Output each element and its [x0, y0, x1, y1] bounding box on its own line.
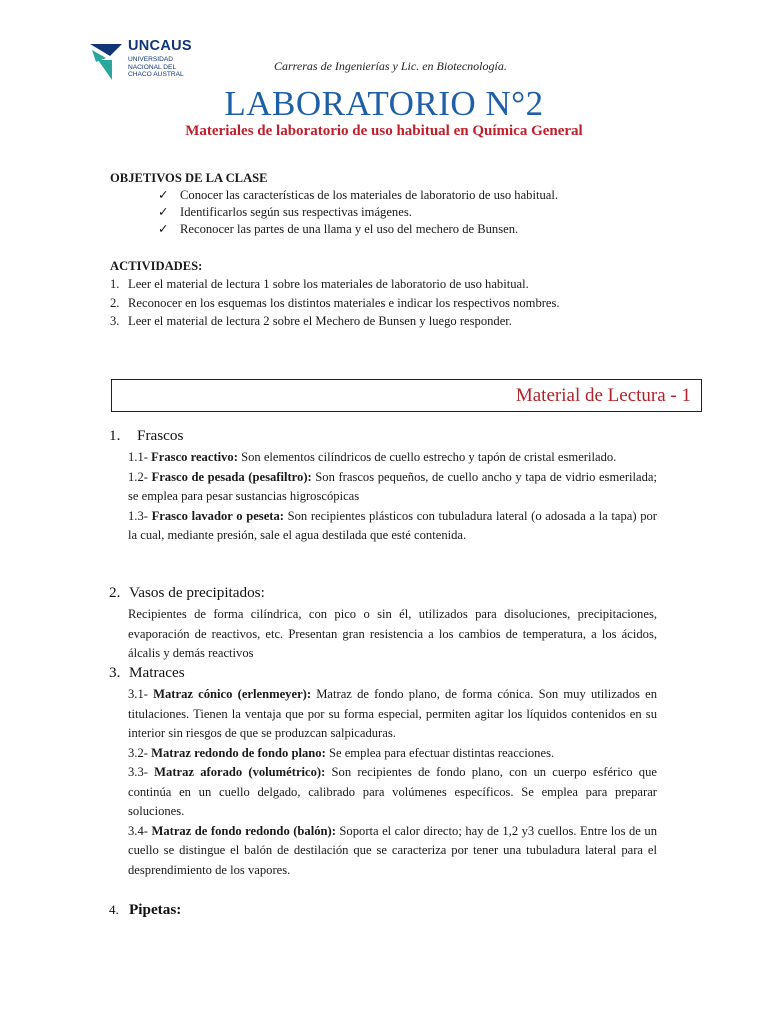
objetivos-section: [110, 170, 658, 238]
checkmark-icon: ✓: [158, 205, 169, 219]
page-subtitle: Materiales de laboratorio de uso habitual en Química General: [185, 123, 583, 139]
university-logo: [88, 38, 206, 86]
objetivo-item: ✓ Identificarlos según sus respectivas imágenes.: [158, 205, 412, 219]
list-item: 1.3- Frasco lavador o peseta: Son recipientes plásticos con tubuladura lateral (o adosada a la tapa) por la cual, mediante presión, sale el agua destilada que esté contenida.: [128, 508, 657, 542]
list-item: 3.3- Matraz aforado (volumétrico): Son recipientes de fondo plano, con un cuerpo esférico que continúa en un cuello delgado, calibrado para volúmenes específicos. Se emplea para preparar soluciones.: [128, 765, 657, 818]
list-item: 3.4- Matraz de fondo redondo (balón): Soporta el calor directo; hay de 1,2 y3 cuellos. Entre los de un cuello se distingue el balón de destilación que se caracteriza por tener una tubuladura lateral para el desprendimiento de los vapores.: [128, 823, 657, 877]
checkmark-icon: ✓: [158, 222, 169, 236]
lectura-heading-box: [111, 379, 702, 412]
actividad-item: 3. Leer el material de lectura 2 sobre el Mechero de Bunsen y luego responder.: [110, 314, 512, 328]
actividad-item: 2. Reconocer en los esquemas los distintos materiales e indicar los respectivos nombres.: [110, 295, 560, 310]
vasos-paragraph: Recipientes de forma cilíndrica, con pico o sin él, utilizados para disoluciones, precipitaciones, evaporación de reactivos, etc. Presentan gran resistencia a los cambios de temperatura, a los ácidos, álcalis y demás reactivos: [128, 607, 657, 660]
header-note: Carreras de Ingenierías y Lic. en Biotecnología.: [274, 59, 507, 73]
list-item: 1.1- Frasco reactivo: Son elementos cilíndricos de cuello estrecho y tapón de cristal esmerilado.: [128, 450, 617, 464]
actividades-section: [110, 258, 658, 331]
section-heading-vasos: 2. Vasos de precipitados:: [109, 584, 265, 601]
section-heading-matraces: 3. Matraces: [109, 664, 185, 681]
actividades-heading: ACTIVIDADES:: [110, 259, 203, 273]
checkmark-icon: ✓: [158, 188, 169, 202]
matraces-list: [128, 685, 657, 880]
objetivos-heading: OBJETIVOS DE LA CLASE: [110, 171, 268, 185]
objetivo-item: ✓ Conocer las características de los materiales de laboratorio de uso habitual.: [158, 188, 559, 202]
logo-name: UNCAUS: [128, 38, 192, 54]
uncaus-emblem-icon: [88, 40, 124, 82]
section-heading-pipetas: 4. Pipetas:: [109, 901, 182, 918]
page-title: LABORATORIO N°2: [224, 84, 544, 123]
frascos-list: [128, 448, 657, 546]
list-item: 3.2- Matraz redondo de fondo plano: Se emplea para efectuar distintas reacciones.: [128, 745, 555, 760]
section-heading-frascos: 1. Frascos: [109, 427, 184, 444]
actividad-item: 1. Leer el material de lectura 1 sobre los materiales de laboratorio de uso habitual.: [110, 277, 529, 291]
list-item: 1.2- Frasco de pesada (pesafiltro): Son frascos pequeños, de cuello ancho y tapa de vidrio esmerilada; se emplea para pesar sustancias higroscópicas: [128, 469, 658, 503]
list-item: 3.1- Matraz cónico (erlenmeyer): Matraz de fondo plano, de forma cónica. Son muy utilizados en titulaciones. Tienen la ventaja que por su forma especial, permiten agitar los líquidos contenidos en su interior sin riesgos de que se produzcan salpicaduras.: [128, 687, 657, 740]
lectura-heading: Material de Lectura - 1: [515, 385, 691, 406]
logo-subtitle: UNIVERSIDAD NACIONAL DEL CHACO AUSTRAL: [128, 56, 184, 79]
objetivo-item: ✓ Reconocer las partes de una llama y el uso del mechero de Bunsen.: [158, 222, 519, 236]
